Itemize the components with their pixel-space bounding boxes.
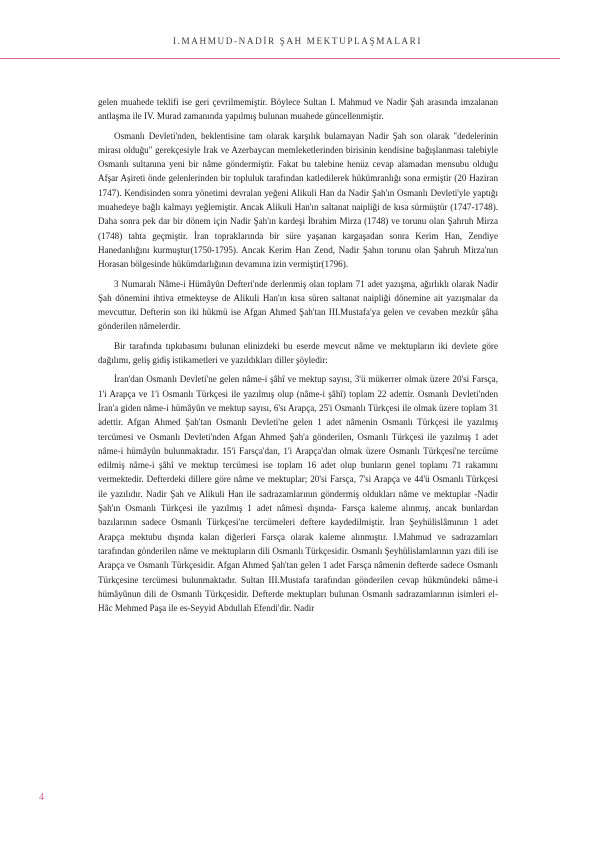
running-header: I.MAHMUD-NADİR ŞAH MEKTUPLAŞMALARI [172, 36, 423, 46]
page-number: 4 [39, 792, 44, 803]
paragraph: 3 Numaralı Nâme-i Hümâyûn Defteri'nde derlenmiş olan toplam 71 adet yazışma, ağırlıklı olarak Nadir Şah dönemini ihtiva etmekteyse de Alikuli Han'ın kısa süren saltanat naipliği dönemine ait yazışmalar da mevcuttur. Defterin son iki hükmü ise Afgan Ahmed Şah'tan III.Mustafa'ya gelen ve cevaben mezkûr şâha gönderilen nâmelerdir. [98, 278, 498, 332]
body-text [98, 95, 498, 620]
paragraph: Bir tarafında tıpkıbasımı bulunan elinizdeki bu eserde mevcut nâme ve mektupların iki devlete göre dağılımı, geliş gidiş istikametleri ve yazıldıkları diller şöyledir: [98, 340, 498, 366]
header-rule [0, 58, 560, 59]
paragraph: İran'dan Osmanlı Devleti'ne gelen nâme-i şâhî ve mektup sayısı, 3'ü mükerrer olmak üzere 20'si Farsça, 1'i Arapça ve 1'i Osmanlı Türkçesi ile yazılmış olup (nâme-i şâhî) toplam 22 adettir. Osmanlı Devleti'nden İran'a giden nâme-i hümâyûn ve mektup sayısı, 6'sı Arapça, 25'i Osmanlı Türkçesi ile olmak üzere toplam 31 adettir. Afgan Ahmed Şah'tan Osmanlı Devleti'ne gelen 1 adet nâmenin Osmanlı Türkçesi ile yazılmış tercümesi ve Osmanlı Devleti'nden Afgan Ahmed Şah'a gönderilen, Osmanlı Türkçesi ile yazılmış 1 adet nâme-i hümâyûn bulunmaktadır. 15'i Farsça'dan, 1'i Arapça'dan olmak üzere Osmanlı Türkçesi'ne tercüme edilmiş nâme-i şâhî ve mektup tercümesi ise toplam 16 adet olup bunların genel toplamı 71 rakamını vermektedir. Defterdeki dillere göre nâme ve mektuplar; 20'si Farsça, 7'si Arapça ve 44'ü Osmanlı Türkçesi ile yazılıdır. Nadir Şah ve Alikuli Han ile sadrazamlarının göndermiş oldukları nâme ve mektuplar -Nadir Şah'ın Osmanlı Türkçesi ile yazılmış 1 adet nâmesi dışında- Farsça kaleme alınmış, ancak bunlardan bazılarının sadece Osmanlı Türkçesi'ne tercümeleri deftere kaydedilmiştir. İran Şeyhülislâmının 1 adet Arapça mektubu dışında kalan diğerleri Farsça olarak kaleme alınmıştır. I.Mahmud ve sadrazamları tarafından gönderilen nâme ve mektupların dili Osmanlı Türkçesidir. Osmanlı Şeyhülislamlarının yazı dili ise Arapça ve Osmanlı Türkçesidir. Afgan Ahmed Şah'tan gelen 1 adet Farsça nâmenin defterde sadece Osmanlı Türkçesine tercümesi bulunmaktadır. Sultan III.Mustafa tarafından gönderilen cevap hükmündeki nâme-i hümâyûnun dili de Osmanlı Türkçesidir. Defterde mektupları bulunan Osmanlı sadrazamlarının isimleri el-Hâc Mehmed Paşa ile es-Seyyid Abdullah Efendi'dir. Nadir [98, 374, 498, 614]
paragraph: Osmanlı Devleti'nden, beklentisine tam olarak karşılık bulamayan Nadir Şah son olarak "dedelerinin mirası olduğu" gerekçesiyle Irak ve Azerbaycan memleketlerinden birisinin kendisine bağışlanması talebiyle Osmanlı sultanına yeni bir nâme göndermiştir. Fakat bu talebine henüz cevap alamadan mensubu olduğu Afşar Aşireti önde gelenlerinden bir topluluk tarafından katledilerek hükümranlığı sona ermiştir (20 Haziran 1747). Kendisinden sonra yönetimi devralan yeğeni Alikuli Han da Nadir Şah'ın Osmanlı Devleti'yle yaptığı muahedeye bağlı kalmayı yeğlemiştir. Ancak Alikuli Han'ın saltanat naipliği de kısa sürmüştür (1747-1748). Daha sonra pek dar bir dönem için Nadir Şah'ın kardeşi İbrahim Mirza (1748) ve torunu olan Şahruh Mirza (1748) tahta geçmiştir. İran topraklarında bir süre yaşanan kargaşadan sonra Kerim Han, Zendiye Hanedanlığını kurmuştur(1750-1795). Ancak Kerim Han Zend, Nadir Şahın torunu olan Şahruh Mirza'nın Horasan bölgesinde hükümdarlığının devamına izin vermiştir(1796). [98, 130, 498, 270]
paragraph-continuation: gelen muahede teklifi ise geri çevrilmemiştir. Böylece Sultan I. Mahmud ve Nadir Şah arasında imzalanan antlaşma ile IV. Murad zamanında yapılmış bulunan muahede güncellenmiştir. [98, 97, 498, 122]
